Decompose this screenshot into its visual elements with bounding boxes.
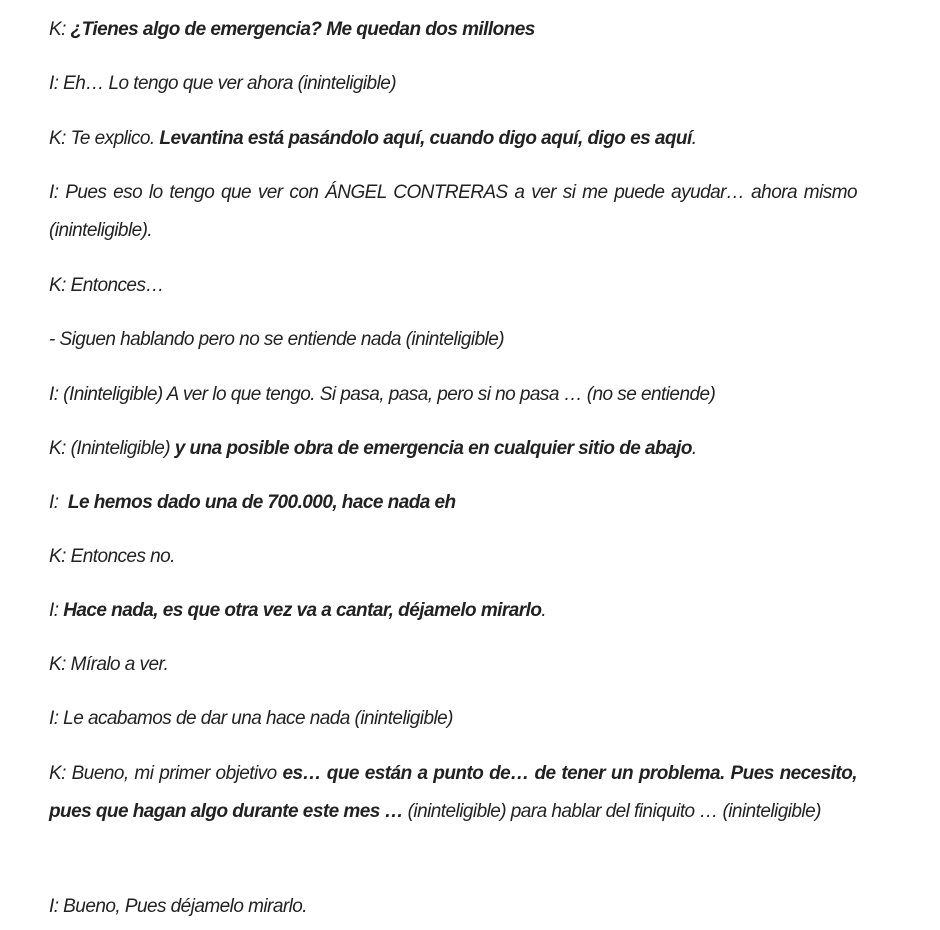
transcript-line xyxy=(49,592,857,630)
line-segment: . xyxy=(691,438,697,459)
line-segment: I: Le acabamos de dar una hace nada (ininteligible) xyxy=(49,708,453,729)
line-segment: . xyxy=(541,600,547,621)
line-segment-bold: ¿Tienes algo de emergencia? Me quedan dos millones xyxy=(70,19,535,40)
line-segment: . xyxy=(691,128,697,149)
line-segment: I: xyxy=(49,600,64,621)
transcript-line xyxy=(49,376,857,414)
transcript-line xyxy=(49,700,857,738)
transcript-line xyxy=(49,65,857,103)
transcript-line xyxy=(49,321,857,359)
line-segment-bold: Hace nada, es que otra vez va a cantar, déjamelo mirarlo xyxy=(63,600,542,621)
line-segment: K: Te explico. xyxy=(49,128,160,149)
line-segment: K: Míralo a ver. xyxy=(49,654,169,675)
line-segment: (ininteligible) para hablar del finiquito … (ininteligible) xyxy=(402,801,821,822)
transcript-line xyxy=(49,755,857,831)
transcript-line xyxy=(49,484,857,522)
line-segment-bold: Levantina está pasándolo aquí, cuando digo aquí, digo es aquí xyxy=(159,128,692,149)
transcript-line xyxy=(49,430,857,468)
transcript-line xyxy=(49,888,857,926)
line-segment: K: (Ininteligible) xyxy=(49,438,175,459)
line-segment: I: Pues eso lo tengo que ver con ÁNGEL CONTRERAS a ver si me puede ayudar… ahora mismo (ininteligible). xyxy=(49,182,857,241)
line-segment: K: Bueno, mi primer objetivo xyxy=(49,763,283,784)
line-segment-bold: es… que están a punto de… de tener un problema. Pues necesito, pues que hagan algo durante este mes … xyxy=(49,763,857,822)
transcript-line xyxy=(49,267,857,305)
line-segment: - Siguen hablando pero no se entiende nada (ininteligible) xyxy=(49,329,505,350)
line-segment: I: Eh… Lo tengo que ver ahora (ininteligible) xyxy=(49,73,397,94)
transcript-line xyxy=(49,646,857,684)
line-segment: K: Entonces no. xyxy=(49,546,175,567)
transcript-line xyxy=(49,538,857,576)
line-segment: I: Bueno, Pues déjamelo mirarlo. xyxy=(49,896,308,917)
line-segment-bold: y una posible obra de emergencia en cualquier sitio de abajo xyxy=(174,438,692,459)
transcript-line xyxy=(49,174,857,250)
line-segment-bold: Le hemos dado una de 700.000, hace nada eh xyxy=(67,492,456,513)
transcript-line xyxy=(49,120,857,158)
line-segment: K: xyxy=(49,19,71,40)
transcript-line xyxy=(49,11,857,49)
line-segment: K: Entonces… xyxy=(49,275,164,296)
line-segment: I: xyxy=(49,492,68,513)
line-segment: I: (Ininteligible) A ver lo que tengo. Si pasa, pasa, pero si no pasa … (no se entiende) xyxy=(49,384,716,405)
